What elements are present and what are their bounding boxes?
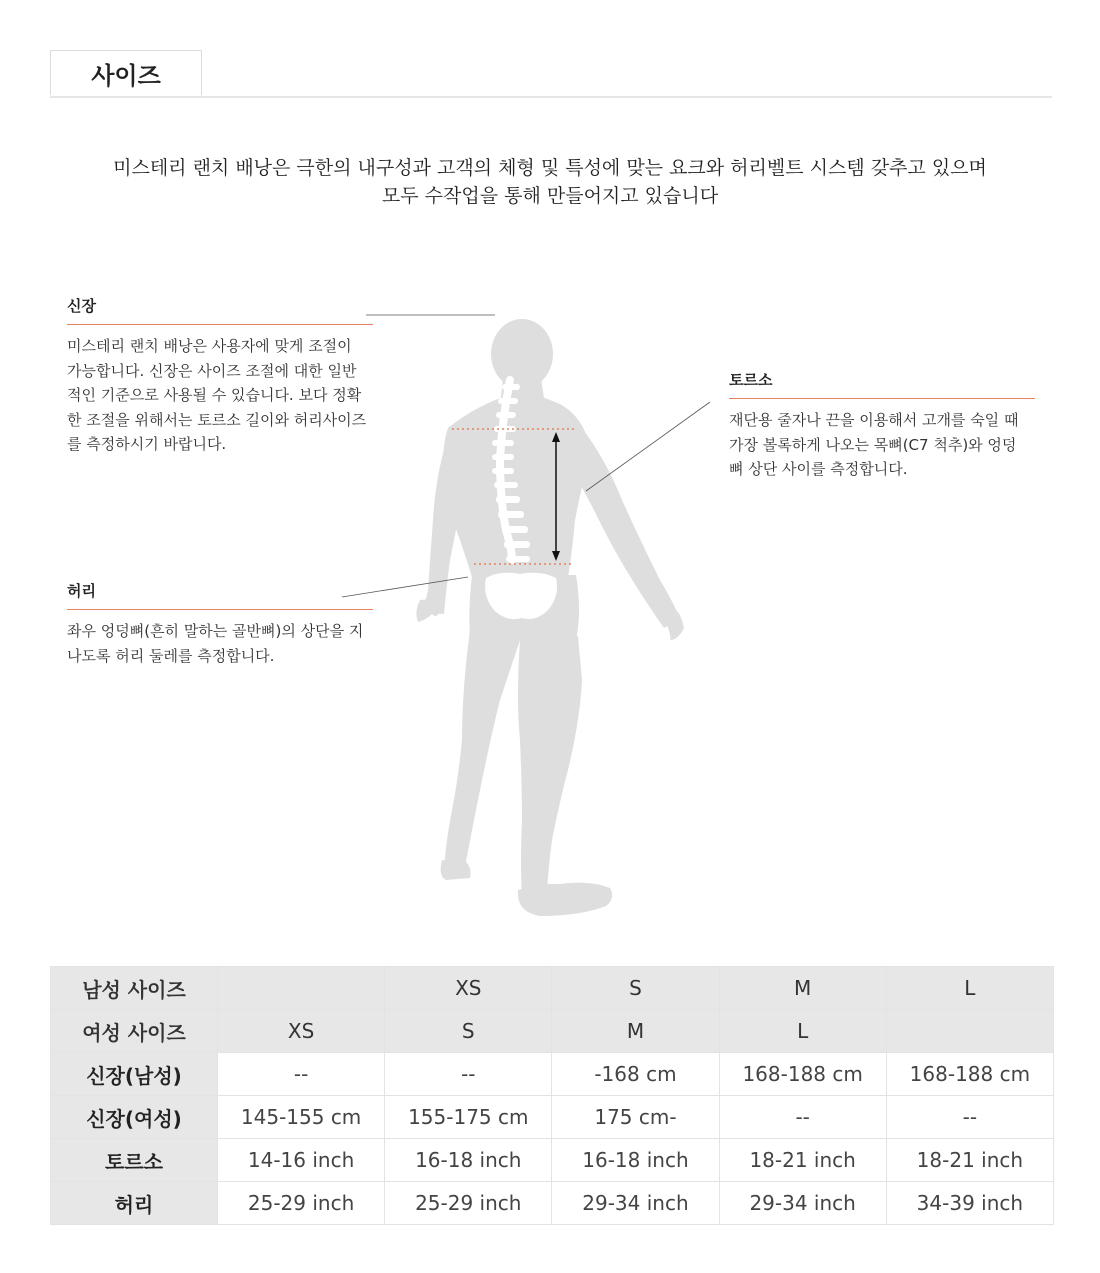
size-table-cell: 16-18 inch xyxy=(385,1139,552,1182)
height-note-line: 가능합니다. 신장은 사이즈 조절에 대한 일반 xyxy=(67,361,357,380)
torso-note-line: 뼈 상단 사이를 측정합니다. xyxy=(729,460,908,478)
size-table-body xyxy=(51,967,1054,1225)
size-table-cell: L xyxy=(886,967,1053,1010)
size-table-cell: 34-39 inch xyxy=(886,1182,1053,1225)
size-table-row-label: 남성 사이즈 xyxy=(51,967,218,1010)
size-table-cell xyxy=(218,967,385,1010)
size-table-cell: M xyxy=(552,1010,719,1053)
size-table-row xyxy=(51,1053,1054,1096)
intro-line-2: 모두 수작업을 통해 만들어지고 있습니다 xyxy=(381,185,719,207)
size-table-row-label: 허리 xyxy=(51,1182,218,1225)
size-table-row xyxy=(51,967,1054,1010)
size-table-cell: 155-175 cm xyxy=(385,1096,552,1139)
torso-note-title: 토르소 xyxy=(729,369,1035,399)
waist-note xyxy=(67,580,373,668)
size-table-cell: S xyxy=(552,967,719,1010)
waist-note-line: 좌우 엉덩뼈(흔히 말하는 골반뼈)의 상단을 지 xyxy=(67,622,364,640)
height-note-line: 미스테리 랜치 배낭은 사용자에 맞게 조절이 xyxy=(67,337,352,355)
height-note-title: 신장 xyxy=(67,295,373,325)
height-note-line: 한 조절을 위해서는 토르소 길이와 허리사이즈 xyxy=(67,410,367,429)
size-table-cell: -- xyxy=(719,1096,886,1139)
tab-size[interactable]: 사이즈 xyxy=(50,50,202,95)
waist-note-title: 허리 xyxy=(67,580,373,610)
torso-note-line: 재단용 줄자나 끈을 이용해서 고개를 숙일 때 xyxy=(729,411,1019,429)
height-note-line: 를 측정하시기 바랍니다. xyxy=(67,435,227,453)
size-table-row xyxy=(51,1096,1054,1139)
intro-line-1: 미스테리 랜치 배낭은 극한의 내구성과 고객의 체형 및 특성에 맞는 요크와 허리벨트 시스템 갖추고 있으며 xyxy=(113,157,987,179)
size-table-cell: XS xyxy=(218,1010,385,1053)
human-silhouette xyxy=(416,319,684,916)
size-table-row-label: 신장(여성) xyxy=(51,1096,218,1139)
size-table-cell: XS xyxy=(385,967,552,1010)
size-table-cell: L xyxy=(719,1010,886,1053)
size-table-cell: 16-18 inch xyxy=(552,1139,719,1182)
size-table-row-label: 여성 사이즈 xyxy=(51,1010,218,1053)
size-table-cell: 18-21 inch xyxy=(719,1139,886,1182)
size-table-cell: -- xyxy=(886,1096,1053,1139)
size-table-cell xyxy=(886,1010,1053,1053)
height-note xyxy=(67,295,373,457)
size-table-cell: -- xyxy=(218,1053,385,1096)
size-table-row xyxy=(51,1010,1054,1053)
size-table-cell: 25-29 inch xyxy=(218,1182,385,1225)
size-table-row xyxy=(51,1139,1054,1182)
height-note-line: 적인 기준으로 사용될 수 있습니다. 보다 정확 xyxy=(67,386,362,404)
waist-note-line: 나도록 허리 둘레를 측정합니다. xyxy=(67,646,275,665)
torso-leader-line xyxy=(586,402,710,491)
size-table-cell: 168-188 cm xyxy=(886,1053,1053,1096)
size-table-cell: 29-34 inch xyxy=(719,1182,886,1225)
size-table-cell: 29-34 inch xyxy=(552,1182,719,1225)
size-table-cell: -168 cm xyxy=(552,1053,719,1096)
size-table-cell: -- xyxy=(385,1053,552,1096)
size-table-row-label: 신장(남성) xyxy=(51,1053,218,1096)
size-table-cell: 168-188 cm xyxy=(719,1053,886,1096)
size-table-row xyxy=(51,1182,1054,1225)
torso-note-line: 가장 볼록하게 나오는 목뼈(C7 척추)와 엉덩 xyxy=(729,435,1017,454)
size-table-cell: 14-16 inch xyxy=(218,1139,385,1182)
size-table-cell: 18-21 inch xyxy=(886,1139,1053,1182)
size-table xyxy=(50,966,1054,1225)
size-table-cell: M xyxy=(719,967,886,1010)
size-table-cell: S xyxy=(385,1010,552,1053)
size-table-cell: 145-155 cm xyxy=(218,1096,385,1139)
size-table-row-label: 토르소 xyxy=(51,1139,218,1182)
torso-note xyxy=(729,369,1035,482)
size-table-cell: 175 cm- xyxy=(552,1096,719,1139)
size-table-cell: 25-29 inch xyxy=(385,1182,552,1225)
